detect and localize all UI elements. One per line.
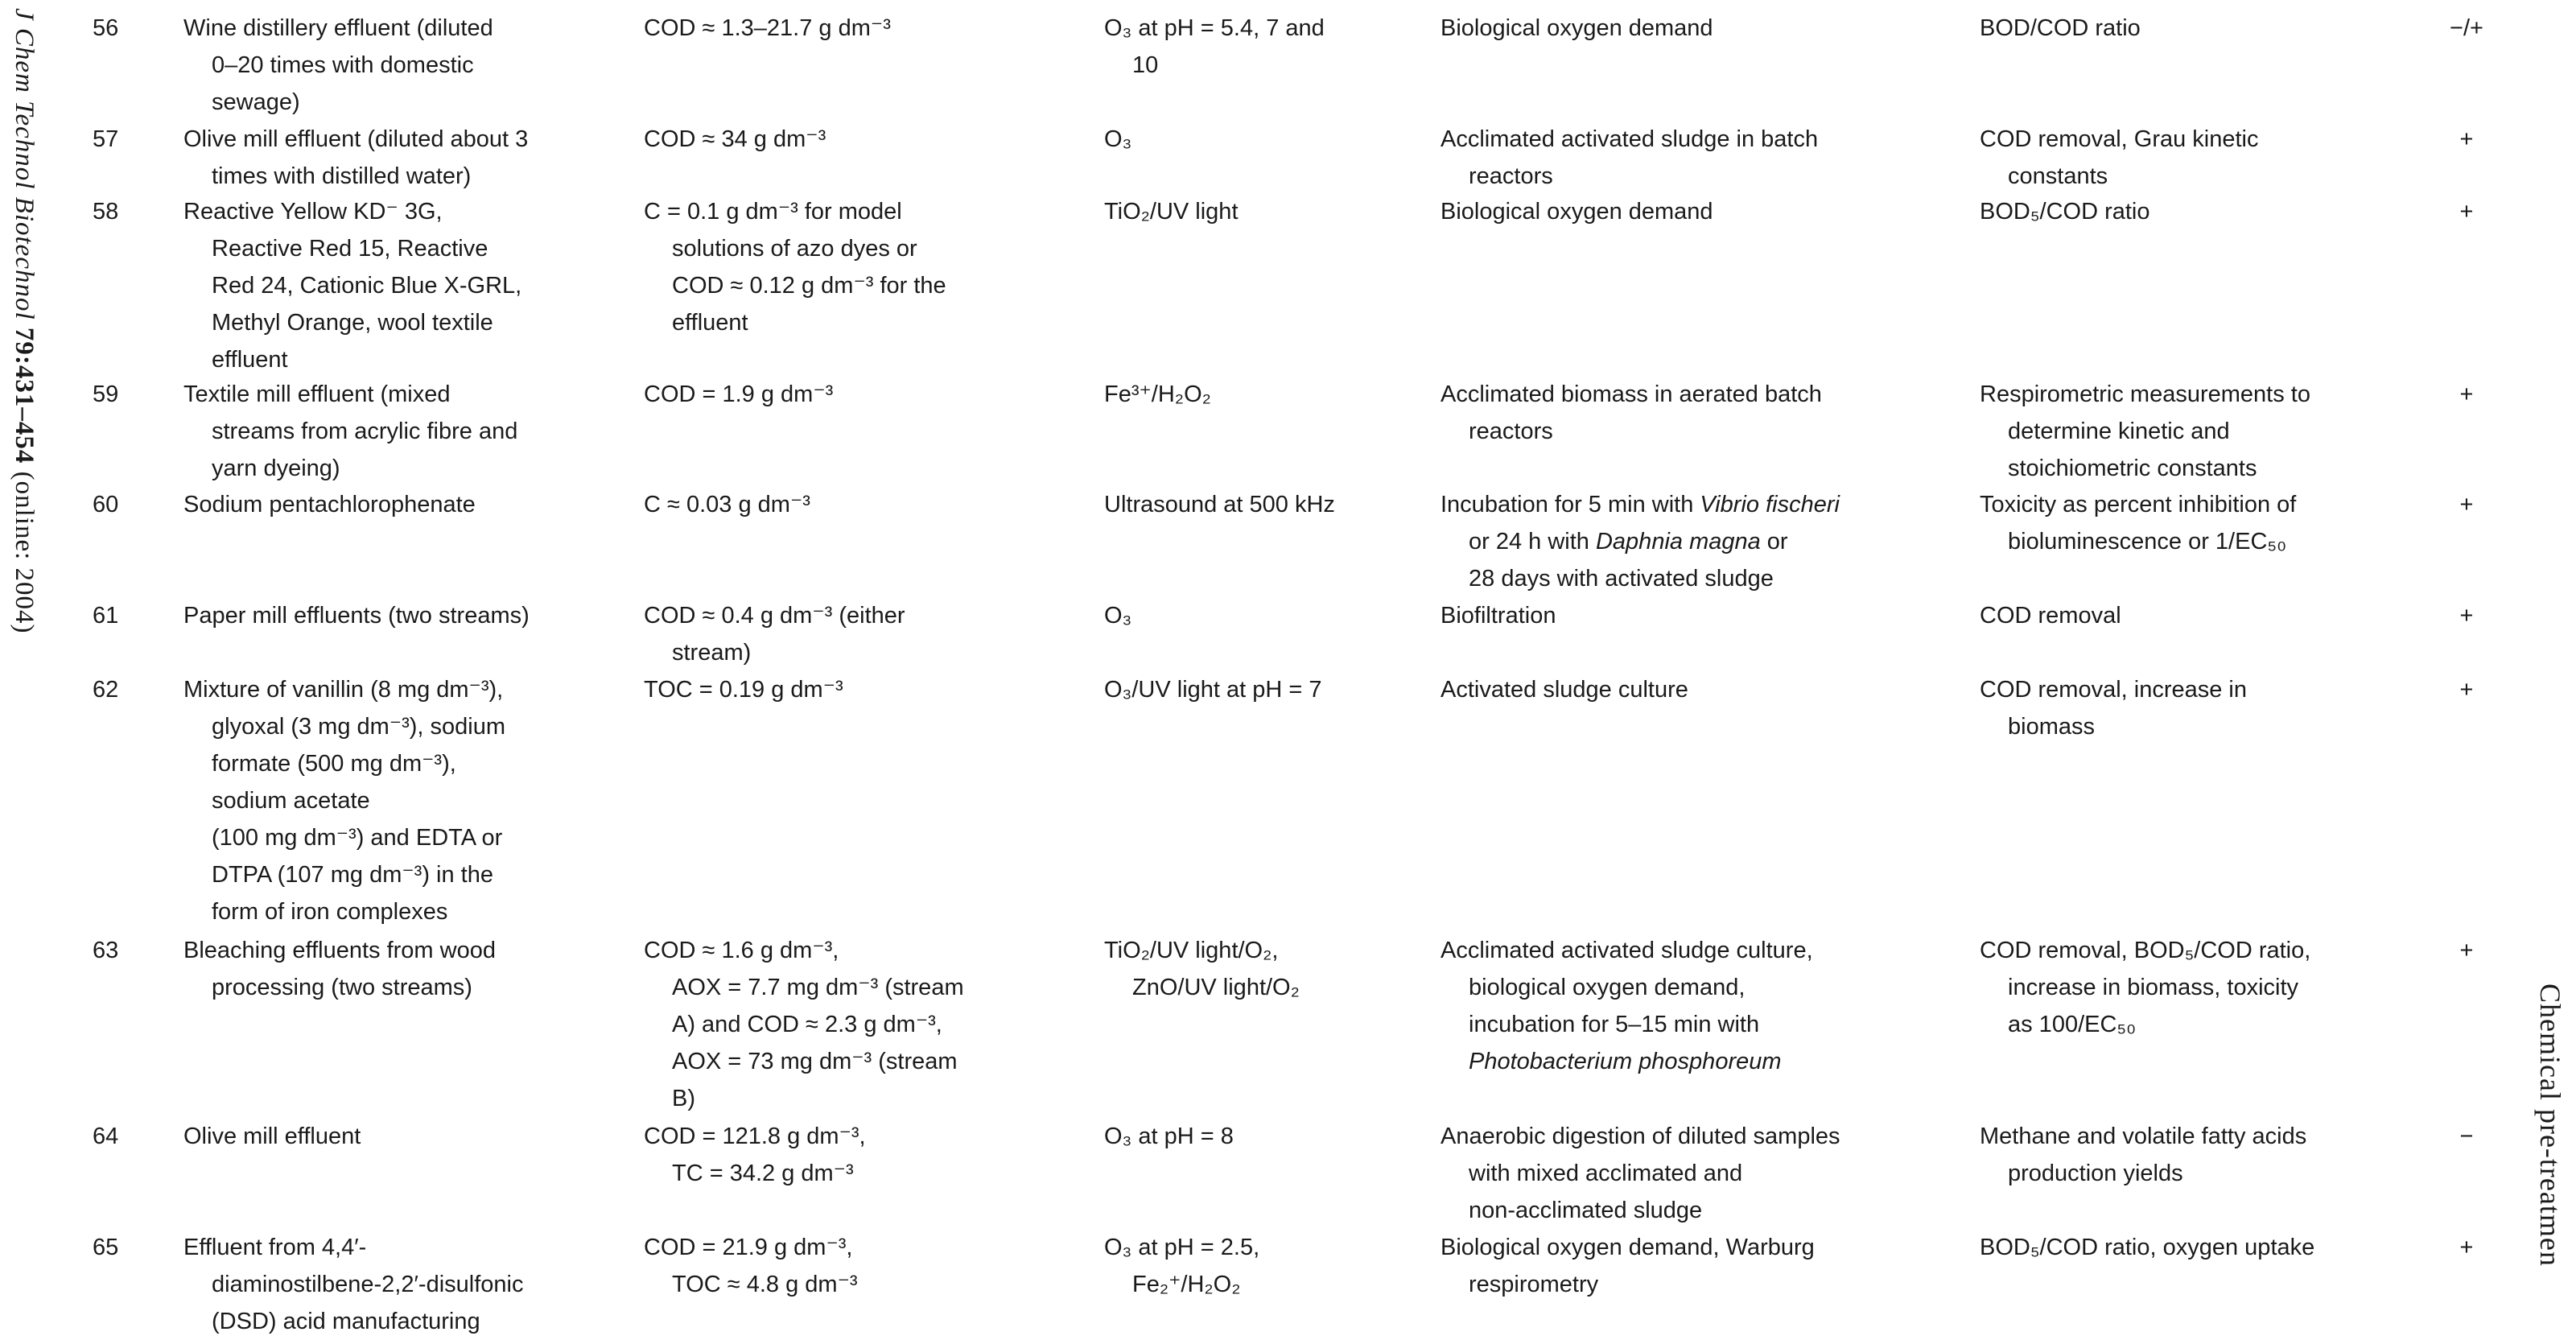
- cell-line: Sodium pentachlorophenate: [183, 492, 476, 517]
- cell-result: +: [2459, 603, 2474, 629]
- cell-bio: [1440, 671, 1688, 708]
- cell-line: biological oxygen demand,: [1469, 975, 1745, 1000]
- cell-line: Paper mill effluents (two streams): [183, 603, 530, 629]
- cell-line: O₃ at pH = 8: [1104, 1124, 1234, 1149]
- cell-result: +: [2459, 1235, 2474, 1260]
- cell-line: TOC = 0.19 g dm⁻³: [644, 677, 843, 703]
- cell-line: Olive mill effluent: [183, 1124, 361, 1149]
- cell-result: −/+: [2450, 15, 2483, 41]
- cell-line: Wine distillery effluent (diluted: [183, 15, 493, 41]
- cell-conc: [644, 1118, 866, 1192]
- cell-line: sodium acetate: [212, 788, 370, 814]
- cell-line: Respirometric measurements to: [1980, 381, 2310, 407]
- cell-line: processing (two streams): [212, 975, 472, 1000]
- cell-desc: [183, 193, 521, 378]
- cell-param: [1980, 1118, 2306, 1192]
- cell-conc: [644, 932, 964, 1117]
- cell-line: TC = 34.2 g dm⁻³: [672, 1161, 854, 1186]
- cell-desc: [183, 10, 493, 121]
- cell-line: COD = 21.9 g dm⁻³,: [644, 1235, 853, 1260]
- cell-line: biomass: [2008, 714, 2095, 740]
- journal-online-year: (online: 2004): [10, 471, 39, 634]
- cell-line: determine kinetic and: [2008, 418, 2230, 444]
- text-segment: or 24 h with: [1469, 529, 1596, 555]
- cell-method: [1104, 10, 1325, 84]
- cell-result: +: [2459, 381, 2474, 407]
- cell-num: 56: [93, 15, 119, 41]
- cell-line: Biological oxygen demand: [1440, 199, 1713, 225]
- text-segment: or: [1760, 529, 1788, 555]
- cell-line: stoichiometric constants: [2008, 456, 2257, 481]
- cell-line: Acclimated activated sludge culture,: [1440, 938, 1813, 963]
- cell-line: (100 mg dm⁻³) and EDTA or: [212, 825, 503, 851]
- cell-method: [1104, 121, 1131, 158]
- cell-result: +: [2459, 677, 2474, 703]
- cell-line: Mixture of vanillin (8 mg dm⁻³),: [183, 677, 504, 703]
- cell-method: [1104, 1229, 1259, 1303]
- cell-num: 63: [93, 938, 119, 963]
- journal-running-head: [9, 8, 39, 634]
- cell-bio: [1440, 932, 1813, 1080]
- cell-bio: [1440, 376, 1822, 450]
- cell-line: Fe³⁺/H₂O₂: [1104, 381, 1211, 407]
- cell-method: [1104, 671, 1322, 708]
- cell-num: 58: [93, 199, 119, 225]
- cell-line: stream): [672, 640, 752, 666]
- cell-line: non-acclimated sludge: [1469, 1198, 1703, 1223]
- cell-line: Ultrasound at 500 kHz: [1104, 492, 1335, 517]
- cell-bio: [1440, 486, 1840, 597]
- cell-line: bioluminescence or 1/EC₅₀: [2008, 529, 2287, 555]
- cell-line: [1440, 486, 1840, 523]
- cell-line: streams from acrylic fibre and: [212, 418, 518, 444]
- cell-param: [1980, 932, 2310, 1043]
- cell-bio: [1440, 1229, 1815, 1303]
- cell-line: TiO₂/UV light: [1104, 199, 1239, 225]
- cell-conc: [644, 376, 833, 413]
- cell-line: solutions of azo dyes or: [672, 236, 917, 262]
- cell-line: Acclimated activated sludge in batch: [1440, 126, 1819, 152]
- cell-method: [1104, 597, 1131, 634]
- section-running-head: Chemical pre-treatmen: [2534, 983, 2566, 1267]
- cell-num: 57: [93, 126, 119, 152]
- cell-line: C = 0.1 g dm⁻³ for model: [644, 199, 902, 225]
- cell-bio: [1440, 10, 1713, 47]
- cell-param: [1980, 193, 2150, 230]
- cell-line: BOD₅/COD ratio, oxygen uptake: [1980, 1235, 2315, 1260]
- cell-line: Biological oxygen demand, Warburg: [1440, 1235, 1815, 1260]
- cell-line: O₃ at pH = 2.5,: [1104, 1235, 1260, 1260]
- cell-desc: [183, 486, 476, 523]
- cell-line: TiO₂/UV light/O₂,: [1104, 938, 1279, 963]
- italic-species-name: Daphnia magna: [1595, 529, 1761, 555]
- cell-method: [1104, 193, 1239, 230]
- italic-species-name: Photobacterium phosphoreum: [1469, 1049, 1782, 1074]
- cell-line: (DSD) acid manufacturing: [212, 1309, 480, 1334]
- cell-line: formate (500 mg dm⁻³),: [212, 751, 456, 777]
- cell-desc: [183, 932, 496, 1006]
- cell-line: COD removal, Grau kinetic: [1980, 126, 2259, 152]
- cell-line: Biological oxygen demand: [1440, 15, 1713, 41]
- cell-line: COD ≈ 0.12 g dm⁻³ for the: [672, 273, 946, 299]
- cell-line: effluent: [212, 347, 288, 373]
- cell-num: 61: [93, 603, 119, 629]
- cell-line: Biofiltration: [1440, 603, 1556, 629]
- cell-num: 60: [93, 492, 119, 517]
- cell-line: [1440, 1043, 1813, 1080]
- cell-line: [1440, 523, 1840, 560]
- cell-bio: [1440, 193, 1713, 230]
- cell-line: C ≈ 0.03 g dm⁻³: [644, 492, 810, 517]
- cell-line: Fe₂⁺/H₂O₂: [1132, 1272, 1241, 1297]
- cell-bio: [1440, 597, 1556, 634]
- cell-method: [1104, 486, 1335, 523]
- cell-desc: [183, 597, 530, 634]
- cell-line: COD = 121.8 g dm⁻³,: [644, 1124, 866, 1149]
- cell-method: [1104, 376, 1211, 413]
- cell-param: [1980, 121, 2259, 195]
- cell-line: Methyl Orange, wool textile: [212, 310, 493, 336]
- cell-param: [1980, 671, 2247, 745]
- cell-num: 59: [93, 381, 119, 407]
- cell-desc: [183, 376, 517, 487]
- cell-line: ZnO/UV light/O₂: [1132, 975, 1300, 1000]
- cell-line: yarn dyeing): [212, 456, 340, 481]
- cell-line: with mixed acclimated and: [1469, 1161, 1743, 1186]
- cell-num: 64: [93, 1124, 119, 1149]
- cell-param: [1980, 486, 2296, 560]
- cell-line: O₃ at pH = 5.4, 7 and: [1104, 15, 1325, 41]
- cell-line: Reactive Yellow KD⁻ 3G,: [183, 199, 443, 225]
- cell-line: COD ≈ 0.4 g dm⁻³ (either: [644, 603, 905, 629]
- cell-line: Activated sludge culture: [1440, 677, 1688, 703]
- cell-line: O₃: [1104, 603, 1132, 629]
- cell-line: Bleaching effluents from wood: [183, 938, 496, 963]
- cell-result: +: [2459, 126, 2474, 152]
- cell-line: Acclimated biomass in aerated batch: [1440, 381, 1822, 407]
- cell-line: sewage): [212, 89, 300, 115]
- journal-volume-pages: 79:431–454: [10, 327, 39, 464]
- cell-conc: [644, 1229, 858, 1303]
- cell-conc: [644, 486, 810, 523]
- italic-species-name: Vibrio fischeri: [1700, 492, 1840, 517]
- cell-param: [1980, 597, 2121, 634]
- cell-line: effluent: [672, 310, 748, 336]
- cell-line: Red 24, Cationic Blue X-GRL,: [212, 273, 522, 299]
- cell-line: 28 days with activated sludge: [1469, 566, 1774, 592]
- cell-conc: [644, 10, 891, 47]
- cell-desc: [183, 671, 505, 930]
- cell-line: increase in biomass, toxicity: [2008, 975, 2299, 1000]
- cell-line: COD = 1.9 g dm⁻³: [644, 381, 834, 407]
- cell-result: −: [2459, 1124, 2474, 1149]
- cell-line: AOX = 7.7 mg dm⁻³ (stream: [672, 975, 964, 1000]
- cell-line: as 100/EC₅₀: [2008, 1012, 2137, 1037]
- cell-line: Reactive Red 15, Reactive: [212, 236, 488, 262]
- cell-line: COD ≈ 1.3–21.7 g dm⁻³: [644, 15, 891, 41]
- cell-desc: [183, 121, 528, 195]
- cell-line: Toxicity as percent inhibition of: [1980, 492, 2297, 517]
- cell-desc: [183, 1118, 361, 1155]
- cell-conc: [644, 193, 946, 341]
- cell-line: 0–20 times with domestic: [212, 52, 474, 78]
- cell-line: Methane and volatile fatty acids: [1980, 1124, 2307, 1149]
- cell-param: [1980, 376, 2310, 487]
- cell-line: Effluent from 4,4′-: [183, 1235, 367, 1260]
- cell-method: [1104, 932, 1300, 1006]
- cell-line: COD removal: [1980, 603, 2121, 629]
- cell-line: diaminostilbene-2,2′-disulfonic: [212, 1272, 524, 1297]
- cell-num: 65: [93, 1235, 119, 1260]
- cell-line: production yields: [2008, 1161, 2183, 1186]
- cell-line: times with distilled water): [212, 163, 472, 189]
- cell-line: A) and COD ≈ 2.3 g dm⁻³,: [672, 1012, 942, 1037]
- cell-param: [1980, 10, 2141, 47]
- cell-conc: [644, 121, 826, 158]
- cell-bio: [1440, 1118, 1840, 1229]
- cell-line: respirometry: [1469, 1272, 1599, 1297]
- cell-line: reactors: [1469, 418, 1553, 444]
- cell-line: COD removal, BOD₅/COD ratio,: [1980, 938, 2311, 963]
- cell-line: BOD₅/COD ratio: [1980, 199, 2150, 225]
- cell-bio: [1440, 121, 1818, 195]
- cell-line: COD ≈ 34 g dm⁻³: [644, 126, 826, 152]
- cell-line: glyoxal (3 mg dm⁻³), sodium: [212, 714, 506, 740]
- cell-param: [1980, 1229, 2314, 1266]
- cell-line: O₃: [1104, 126, 1132, 152]
- cell-desc: [183, 1229, 523, 1340]
- cell-line: BOD/COD ratio: [1980, 15, 2141, 41]
- cell-result: +: [2459, 199, 2474, 225]
- cell-conc: [644, 597, 905, 671]
- cell-conc: [644, 671, 843, 708]
- journal-name: J Chem Technol Biotechnol: [10, 8, 39, 320]
- cell-line: AOX = 73 mg dm⁻³ (stream: [672, 1049, 958, 1074]
- cell-line: COD ≈ 1.6 g dm⁻³,: [644, 938, 839, 963]
- cell-result: +: [2459, 938, 2474, 963]
- cell-line: DTPA (107 mg dm⁻³) in the: [212, 862, 493, 888]
- cell-line: reactors: [1469, 163, 1553, 189]
- cell-line: incubation for 5–15 min with: [1469, 1012, 1760, 1037]
- text-segment: Incubation for 5 min with: [1440, 492, 1700, 517]
- cell-result: +: [2459, 492, 2474, 517]
- cell-num: 62: [93, 677, 119, 703]
- cell-method: [1104, 1118, 1234, 1155]
- cell-line: constants: [2008, 163, 2108, 189]
- cell-line: B): [672, 1086, 695, 1111]
- cell-line: Textile mill effluent (mixed: [183, 381, 451, 407]
- cell-line: Olive mill effluent (diluted about 3: [183, 126, 529, 152]
- cell-line: form of iron complexes: [212, 899, 448, 925]
- cell-line: TOC ≈ 4.8 g dm⁻³: [672, 1272, 858, 1297]
- cell-line: O₃/UV light at pH = 7: [1104, 677, 1322, 703]
- cell-line: COD removal, increase in: [1980, 677, 2247, 703]
- cell-line: Anaerobic digestion of diluted samples: [1440, 1124, 1840, 1149]
- cell-line: 10: [1132, 52, 1159, 78]
